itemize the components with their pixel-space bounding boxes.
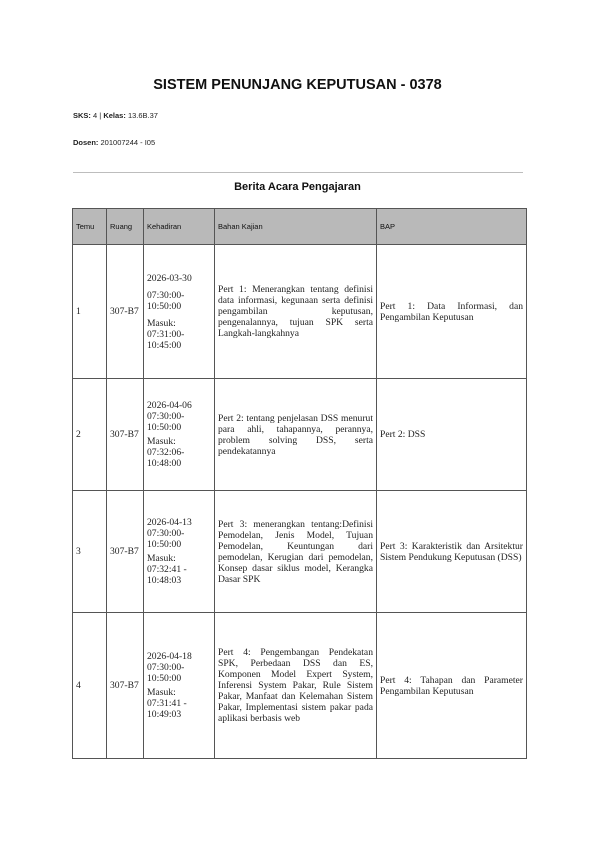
cell-temu: 2 — [73, 379, 107, 491]
kehadiran-jadwal: 07:30:00-10:50:00 — [147, 662, 185, 684]
kehadiran-masuk: 07:32:41 - 10:48:03 — [147, 564, 187, 586]
cell-bap: Pert 2: DSS — [377, 379, 527, 491]
cell-bahan-kajian: Pert 2: tentang penjelasan DSS menurut para ahli, tahapannya, perannya, problem solving DSS, serta pendekatannya — [215, 379, 377, 491]
cell-bahan-kajian: Pert 1: Menerangkan tentang definisi data informasi, kegunaan serta definisi pengambilan keputusan, pengenalannya, tujuan SPK serta Langkah-langkahnya — [215, 245, 377, 379]
cell-bap: Pert 1: Data Informasi, dan Pengambilan Keputusan — [377, 245, 527, 379]
cell-temu: 3 — [73, 491, 107, 613]
kehadiran-tanggal: 2026-04-18 — [147, 651, 192, 662]
kehadiran-jadwal: 07:30:00-10:50:00 — [147, 528, 185, 550]
kehadiran-jadwal: 07:30:00-10:50:00 — [147, 411, 185, 433]
table-row — [73, 613, 527, 759]
cell-kehadiran — [144, 245, 215, 379]
section-title: Berita Acara Pengajaran — [234, 181, 361, 193]
cell-temu: 4 — [73, 613, 107, 759]
meta-separator: | — [99, 111, 102, 120]
kehadiran-masuk-label: Masuk: — [147, 317, 176, 329]
kehadiran-tanggal: 2026-03-30 — [147, 272, 192, 284]
kehadiran-masuk: 07:32:06-10:48:00 — [147, 447, 185, 469]
cell-bahan-kajian: Pert 4: Pengembangan Pendekatan SPK, Perbedaan DSS dan ES, Komponen Model Expert System, Inferensi System Pakar, Rule Sistem Pakar, Manfaat dan Kelemahan Sistem Pakar, Implementasi sistem pakar pada aplikasi berbasis web — [215, 613, 377, 759]
cell-bap: Pert 3: Karakteristik dan Arsitektur Sistem Pendukung Keputusan (DSS) — [377, 491, 527, 613]
kehadiran-masuk: 07:31:00-10:45:00 — [147, 328, 185, 351]
kehadiran-jadwal: 07:30:00-10:50:00 — [147, 289, 185, 312]
bap-table — [72, 208, 527, 759]
col-header-temu: Temu — [73, 209, 107, 245]
dosen-value: 201007244 - I05 — [100, 138, 156, 147]
col-header-bahan-kajian: Bahan Kajian — [215, 209, 377, 245]
kehadiran-masuk-label: Masuk: — [147, 553, 176, 564]
cell-ruang: 307-B7 — [107, 245, 144, 379]
col-header-bap: BAP — [377, 209, 527, 245]
dosen-label: Dosen: — [73, 138, 99, 147]
cell-temu: 1 — [73, 245, 107, 379]
cell-bap: Pert 4: Tahapan dan Parameter Pengambilan Keputusan — [377, 613, 527, 759]
cell-ruang: 307-B7 — [107, 379, 144, 491]
course-meta — [73, 111, 158, 120]
cell-kehadiran — [144, 379, 215, 491]
cell-ruang: 307-B7 — [107, 491, 144, 613]
sks-value: 4 — [93, 111, 98, 120]
col-header-kehadiran: Kehadiran — [144, 209, 215, 245]
cell-bahan-kajian: Pert 3: menerangkan tentang:Definisi Pemodelan, Jenis Model, Tujuan Pemodelan, Keuntungan dari pemodelan, Kerugian dari pemodelan, Konsep dasar siklus model, Kerangka Dasar SPK — [215, 491, 377, 613]
kehadiran-masuk-label: Masuk: — [147, 687, 176, 698]
cell-kehadiran — [144, 491, 215, 613]
page-title: SISTEM PENUNJANG KEPUTUSAN - 0378 — [153, 77, 442, 93]
table-row — [73, 491, 527, 613]
table-header-row — [73, 209, 527, 245]
cell-ruang: 307-B7 — [107, 613, 144, 759]
kehadiran-masuk-label: Masuk: — [147, 436, 176, 447]
divider — [73, 172, 523, 173]
kelas-label: Kelas: — [103, 111, 126, 120]
kehadiran-tanggal: 2026-04-13 — [147, 517, 192, 528]
lecturer-meta — [73, 138, 155, 147]
col-header-ruang: Ruang — [107, 209, 144, 245]
sks-label: SKS: — [73, 111, 91, 120]
kelas-value: 13.6B.37 — [127, 111, 158, 120]
table-row — [73, 379, 527, 491]
cell-kehadiran — [144, 613, 215, 759]
kehadiran-tanggal: 2026-04-06 — [147, 400, 192, 411]
table-row — [73, 245, 527, 379]
kehadiran-masuk: 07:31:41 - 10:49:03 — [147, 698, 187, 720]
